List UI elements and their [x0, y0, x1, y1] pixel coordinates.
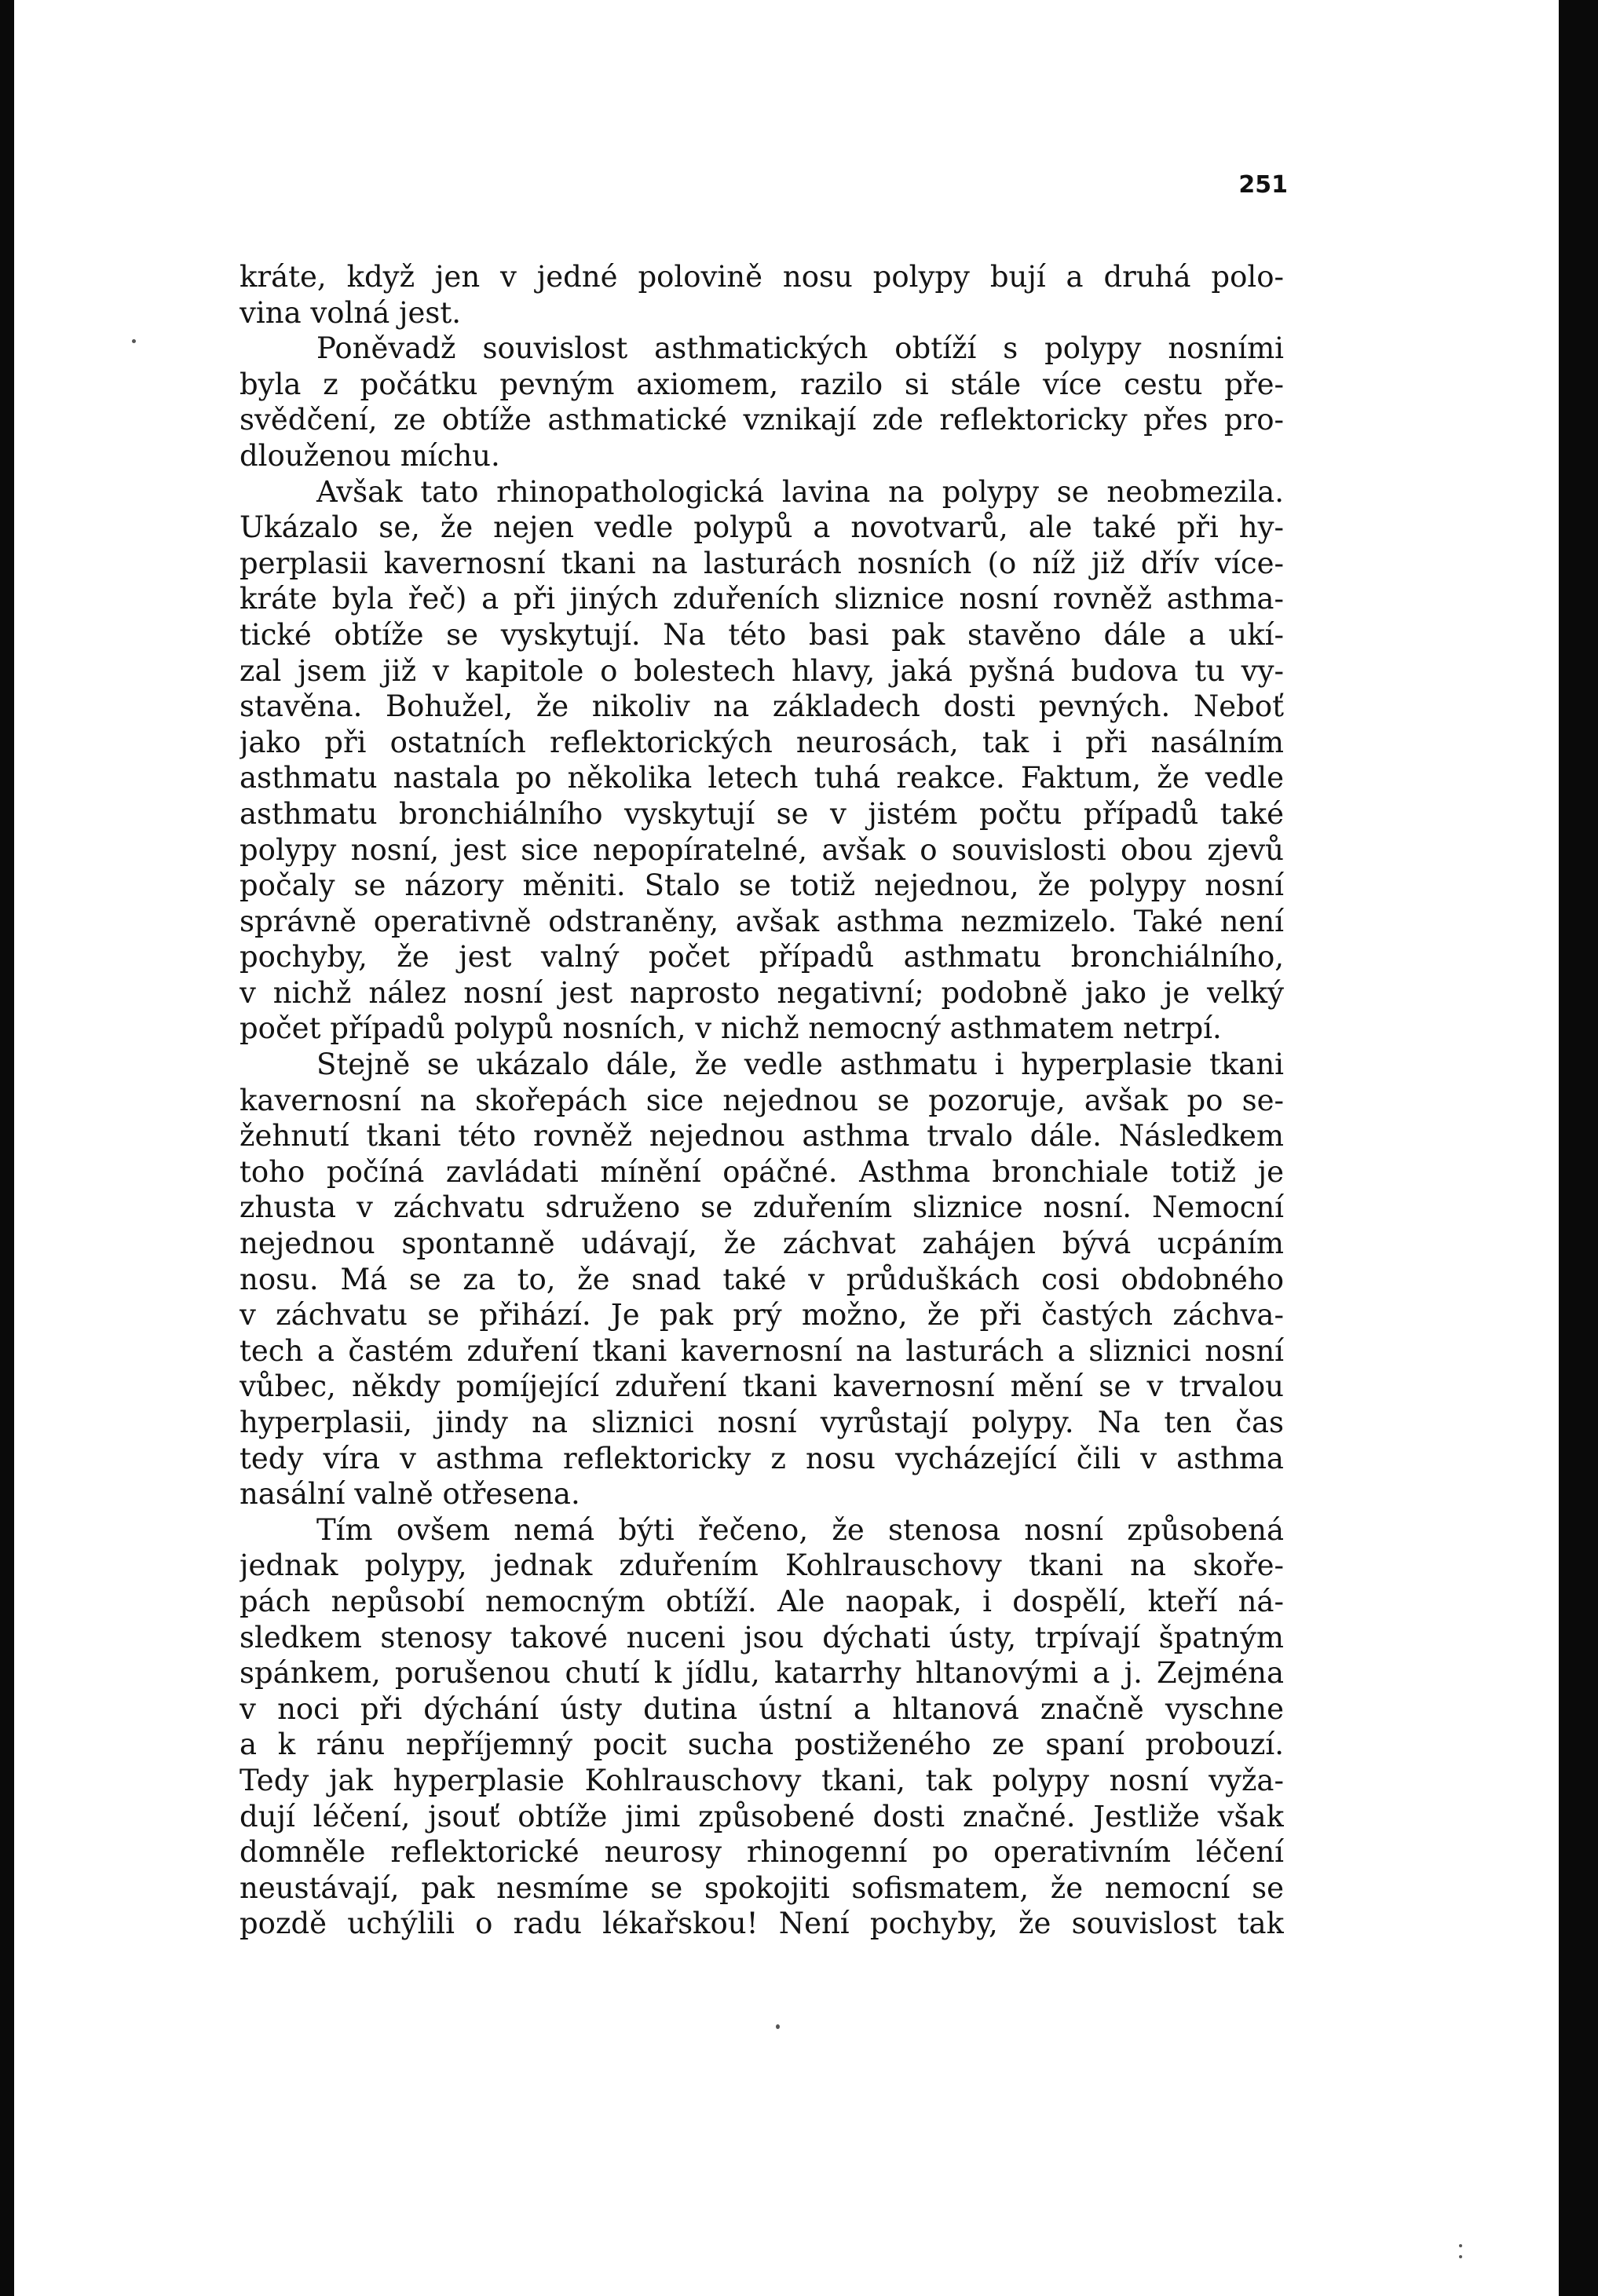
text-line: polypy nosní, jest sice nepopíratelné, avšak o souvislosti obou zjevů — [240, 832, 1284, 867]
text-line: Tedy jak hyperplasie Kohlrauschovy tkani, tak polypy nosní vyža- — [240, 1763, 1284, 1797]
text-line: dují léčení, jsouť obtíže jimi způsobené dosti značné. Jestliže však — [240, 1799, 1284, 1834]
text-line: nosu. Má se za to, že snad také v průduškách cosi obdobného — [240, 1262, 1284, 1296]
scan-edge-right — [1559, 0, 1598, 2296]
text-line: asthmatu bronchiálního vyskytují se v jistém počtu případů také — [240, 796, 1284, 831]
text-line: pochyby, že jest valný počet případů asthmatu bronchiálního, — [240, 940, 1284, 974]
text-line: tech a častém zduření tkani kavernosní na lasturách a sliznici nosní — [240, 1333, 1284, 1368]
text-line: zal jsem již v kapitole o bolestech hlavy, jaká pyšná budova tu vy- — [240, 653, 1284, 688]
text-line: dlouženou míchu. — [240, 438, 500, 473]
text-line: asthmatu nastala po několika letech tuhá reakce. Faktum, že vedle — [240, 761, 1284, 795]
scan-edge-left — [0, 0, 14, 2296]
text-line: sledkem stenosy takové nuceni jsou dýchati ústy, trpívají špatným — [240, 1620, 1284, 1654]
text-line: počet případů polypů nosních, v nichž nemocný asthmatem netrpí. — [240, 1011, 1222, 1046]
text-line: kavernosní na skořepách sice nejednou se pozoruje, avšak po se- — [240, 1083, 1284, 1117]
text-line: Tím ovšem nemá býti řečeno, že stenosa nosní způsobená — [316, 1512, 1284, 1547]
text-line: pozdě uchýlili o radu lékařskou! Není pochyby, že souvislost tak — [240, 1907, 1284, 1941]
text-line: nasální valně otřesena. — [240, 1477, 580, 1512]
text-line: počaly se názory měniti. Stalo se totiž nejednou, že polypy nosní — [240, 868, 1284, 903]
scan-speck — [132, 339, 136, 343]
text-line: správně operativně odstraněny, avšak asthma nezmizelo. Také není — [240, 904, 1284, 938]
text-line: tedy víra v asthma reflektoricky z nosu vycházející čili v asthma — [240, 1441, 1284, 1475]
text-line: v noci při dýchání ústy dutina ústní a hltanová značně vyschne — [240, 1691, 1284, 1726]
scan-speck — [1459, 2255, 1462, 2258]
text-line: toho počíná zavládati mínění opáčné. Asthma bronchiale totiž je — [240, 1154, 1284, 1189]
text-line: v nichž nález nosní jest naprosto negativní; podobně jako je velký — [240, 975, 1284, 1010]
text-line: vůbec, někdy pomíjející zduření tkani kavernosní mění se v trvalou — [240, 1369, 1284, 1404]
text-line: Avšak tato rhinopathologická lavina na polypy se neobmezila. — [316, 474, 1284, 509]
scan-speck — [1459, 2244, 1462, 2247]
text-line: Poněvadž souvislost asthmatických obtíží s polypy nosními — [316, 331, 1284, 366]
text-line: spánkem, porušenou chutí k jídlu, katarrhy hltanovými a j. Zejména — [240, 1656, 1284, 1691]
text-line: perplasii kavernosní tkani na lasturách nosních (o níž již dřív více- — [240, 546, 1284, 580]
text-line: domněle reflektorické neurosy rhinogenní po operativním léčení — [240, 1835, 1284, 1870]
text-line: svědčení, ze obtíže asthmatické vznikají zde reflektoricky přes pro- — [240, 403, 1284, 437]
text-line: Ukázalo se, že nejen vedle polypů a novotvarů, ale také při hy- — [240, 510, 1284, 545]
scan-speck — [776, 2024, 780, 2029]
text-line: jednak polypy, jednak zduřením Kohlrauschovy tkani na skoře- — [240, 1548, 1284, 1583]
text-line: kráte, když jen v jedné polovině nosu polypy bují a druhá polo- — [240, 260, 1284, 294]
text-line: tické obtíže se vyskytují. Na této basi pak stavěno dále a ukí- — [240, 617, 1284, 652]
text-line: jako při ostatních reflektorických neurosách, tak i při nasálním — [240, 725, 1284, 759]
text-line: vina volná jest. — [240, 295, 462, 330]
text-line: neustávají, pak nesmíme se spokojiti sofismatem, že nemocní se — [240, 1870, 1284, 1905]
text-line: kráte byla řeč) a při jiných zduřeních sliznice nosní rovněž asthma- — [240, 582, 1284, 616]
page-number: 251 — [1238, 171, 1288, 199]
body-text — [240, 259, 1284, 1942]
text-line: v záchvatu se přihází. Je pak prý možno, že při častých záchva- — [240, 1298, 1284, 1333]
text-line: pách nepůsobí nemocným obtíží. Ale naopak, i dospělí, kteří ná- — [240, 1584, 1284, 1618]
text-line: Stejně se ukázalo dále, že vedle asthmatu i hyperplasie tkani — [316, 1047, 1284, 1082]
text-line: stavěna. Bohužel, že nikoliv na základech dosti pevných. Neboť — [240, 689, 1284, 724]
text-line: byla z počátku pevným axiomem, razilo si stále více cestu pře- — [240, 367, 1284, 401]
text-line: zhusta v záchvatu sdruženo se zduřením sliznice nosní. Nemocní — [240, 1190, 1284, 1225]
text-line: a k ránu nepříjemný pocit sucha postiženého ze spaní probouzí. — [240, 1727, 1284, 1762]
text-line: žehnutí tkani této rovněž nejednou asthma trvalo dále. Následkem — [240, 1119, 1284, 1153]
text-line: hyperplasii, jindy na sliznici nosní vyrůstají polypy. Na ten čas — [240, 1406, 1284, 1439]
text-line: nejednou spontanně udávají, že záchvat zahájen bývá ucpáním — [240, 1227, 1284, 1261]
